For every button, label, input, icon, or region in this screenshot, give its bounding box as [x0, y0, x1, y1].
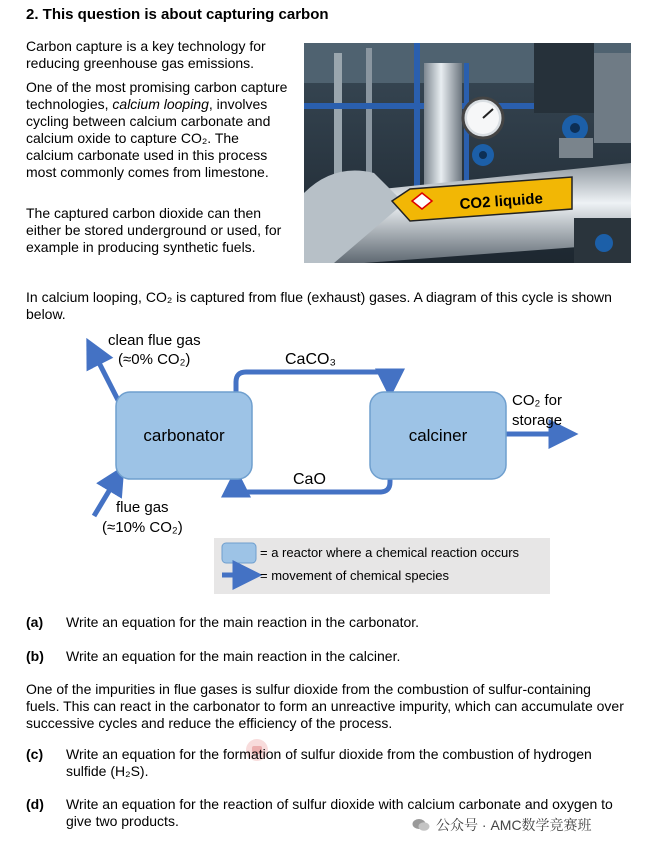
part-d-text: Write an equation for the reaction of sulfur dioxide with calcium carbonate and oxygen to give two products.: [66, 796, 613, 829]
intro-p2-start: One of the most promising carbon capture technologies,: [26, 79, 288, 112]
part-b-text: Write an equation for the main reaction in the calciner.: [66, 648, 401, 664]
intro-paragraph-1: Carbon capture is a key technology for reducing greenhouse gas emissions.: [26, 38, 266, 71]
part-a: [26, 614, 646, 632]
intro-paragraph-2: [26, 79, 288, 181]
legend-arrow-text: = movement of chemical species: [260, 568, 449, 583]
pipe-label-text: CO2 liquide: [459, 190, 544, 213]
legend-reactor-text: = a reactor where a chemical reaction occurs: [260, 545, 520, 560]
calcium-looping-diagram: [78, 324, 598, 602]
clean-flue-gas-co2-label: (≈0% CO₂): [118, 351, 191, 368]
legend-reactor-swatch: [222, 543, 256, 563]
wechat-icon: [412, 818, 430, 832]
watermark-text: 公众号 · AMC数学竞赛班: [436, 817, 592, 833]
cao-label: CaO: [293, 471, 326, 488]
part-c-label: (c): [26, 746, 44, 762]
question-title: 2. This question is about capturing carbon: [26, 6, 329, 23]
caco3-label: CaCO₃: [285, 351, 336, 368]
intro-p2-end: , involves cycling between calcium carbonate and calcium oxide to capture CO₂. The calcium carbonate used in this process most commonly comes from limestone.: [26, 96, 271, 180]
intro-paragraph-3: The captured carbon dioxide can then either be stored underground or used, for example in producing synthetic fuels.: [26, 205, 282, 255]
diagram-intro: In calcium looping, CO₂ is captured from flue (exhaust) gases. A diagram of this cycle is shown below.: [26, 289, 612, 322]
part-a-text: Write an equation for the main reaction in the carbonator.: [66, 614, 420, 630]
co2-storage-label-1: CO₂ for: [512, 392, 562, 409]
carbonator-label: carbonator: [143, 426, 225, 445]
co2-pipes-photo: [304, 43, 631, 263]
flue-gas-label: flue gas: [116, 499, 169, 516]
clean-flue-gas-label: clean flue gas: [108, 332, 201, 349]
part-b-label: (b): [26, 648, 44, 664]
co2-storage-label-2: storage: [512, 412, 563, 429]
flue-gas-co2-label: (≈10% CO₂): [102, 519, 183, 536]
wechat-watermark: [412, 815, 592, 835]
impurity-paragraph: One of the impurities in flue gases is sulfur dioxide from the combustion of sulfur-containing fuels. This can react in the carbonator to form an unreactive impurity, which can accumulate over successive cycles and reduce the efficiency of the process.: [26, 681, 624, 731]
part-c: [26, 746, 646, 782]
part-b: [26, 648, 646, 666]
calcium-looping-term: calcium looping: [112, 96, 209, 112]
calciner-label: calciner: [408, 426, 468, 445]
part-d-label: (d): [26, 796, 44, 812]
part-a-label: (a): [26, 614, 44, 630]
part-c-text: Write an equation for the formation of sulfur dioxide from the combustion of hydrogen sulfide (H₂S).: [66, 746, 592, 779]
